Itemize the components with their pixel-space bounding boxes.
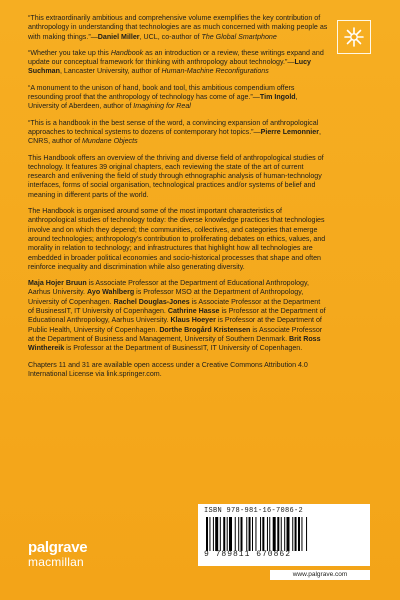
- endorsement-quote: “This is a handbook in the best sense of the word, a convincing expansion of anthropological approaches to technical systems to dozens of contemporary hot topics.”—Pierre Lemonnier, CNRS, author of Mundane Objects: [28, 118, 321, 146]
- endorsement-quote: “Whether you take up this Handbook as an introduction or a review, these writings expand and update our conceptual framework for thinking with anthropology about technology.”—Lucy Suchman, Lancaster University, author of Human-Machine Reconfigurations: [28, 48, 324, 76]
- cover-text: [28, 14, 328, 386]
- barcode-panel: [198, 504, 370, 566]
- isbn-text: ISBN 978-981-16-7086-2: [204, 507, 304, 515]
- publisher-logo: [28, 540, 87, 569]
- quote-author: Pierre Lemonnier: [260, 127, 319, 136]
- barcode-number: 9 789811 670862: [204, 550, 292, 559]
- sparkle-icon: [343, 26, 365, 48]
- description-paragraph: This Handbook offers an overview of the thriving and diverse field of anthropological studies of technology. It features 39 original chapters, each reviewing the state of the art of current research and enlivening the field of study through ethnographic analysis of human-technology interfaces, forms of social organisation, technological practices and/or systems of belief and meaning in different parts of the world.: [28, 153, 324, 199]
- publisher-imprint: macmillan: [28, 555, 84, 569]
- quote-author: Lucy Suchman: [28, 58, 311, 76]
- series-logo: [337, 20, 371, 54]
- quote-author: Daniel Miller: [97, 32, 140, 41]
- barcode-icon: [204, 517, 344, 551]
- quote-author: Tim Ingold: [259, 93, 296, 102]
- publisher-name: palgrave: [28, 539, 88, 556]
- editor-bios: Maja Hojer Bruun is Associate Professor at the Department of Educational Anthropology, Aarhus University. Ayo Wahlberg is Professor MSO at the Department of Anthropology, University of Copenhagen. Rachel Douglas-Jones is Associate Professor at the Department of BusinessIT, IT University of Copenhagen. Cathrine Hasse is Professor at the Department of Educational Anthropology, Aarhus University. Klaus Hoeyer is Professor at the Department of Public Health, University of Copenhagen. Dorthe Brogård Kristensen is Associate Professor at the Department of Business and Management, University of Southern Denmark. Brit Ross Winthereik is Professor at the Department of BusinessIT, IT University of Copenhagen.: [28, 279, 326, 353]
- open-access-note: Chapters 11 and 31 are available open access under a Creative Commons Attribution 4.0 International License via link.springer.com.: [28, 360, 308, 378]
- publisher-website: www.palgrave.com: [270, 570, 370, 580]
- description-paragraph: The Handbook is organised around some of the most important characteristics of anthropological studies of technology today: the diverse knowledge practices that technologies involve and on which they depend; the communities, collectives, and categories that emerge around technologies; anthropology’s contribution to proliferating debates on ethics, values, and morality in relation to technology; and infrastructures that highlight how all technologies are embedded in broader political economies and socio-historical processes that shape and often reinforce inequality and discrimination while also generating diversity.: [28, 207, 326, 271]
- endorsement-quote: “This extraordinarily ambitious and comprehensive volume exemplifies the key contribution of anthropology in understanding that technologies are as much concerned with making people as with making things.”—Daniel Miller, UCL, co-author of The Global Smartphone: [28, 14, 328, 41]
- endorsement-quote: “A monument to the unison of hand, book and tool, this ambitious compendium offers resounding proof that the anthropology of technology has come of age.”—Tim Ingold, University of Aberdeen, author of Imagining for Real: [28, 83, 298, 111]
